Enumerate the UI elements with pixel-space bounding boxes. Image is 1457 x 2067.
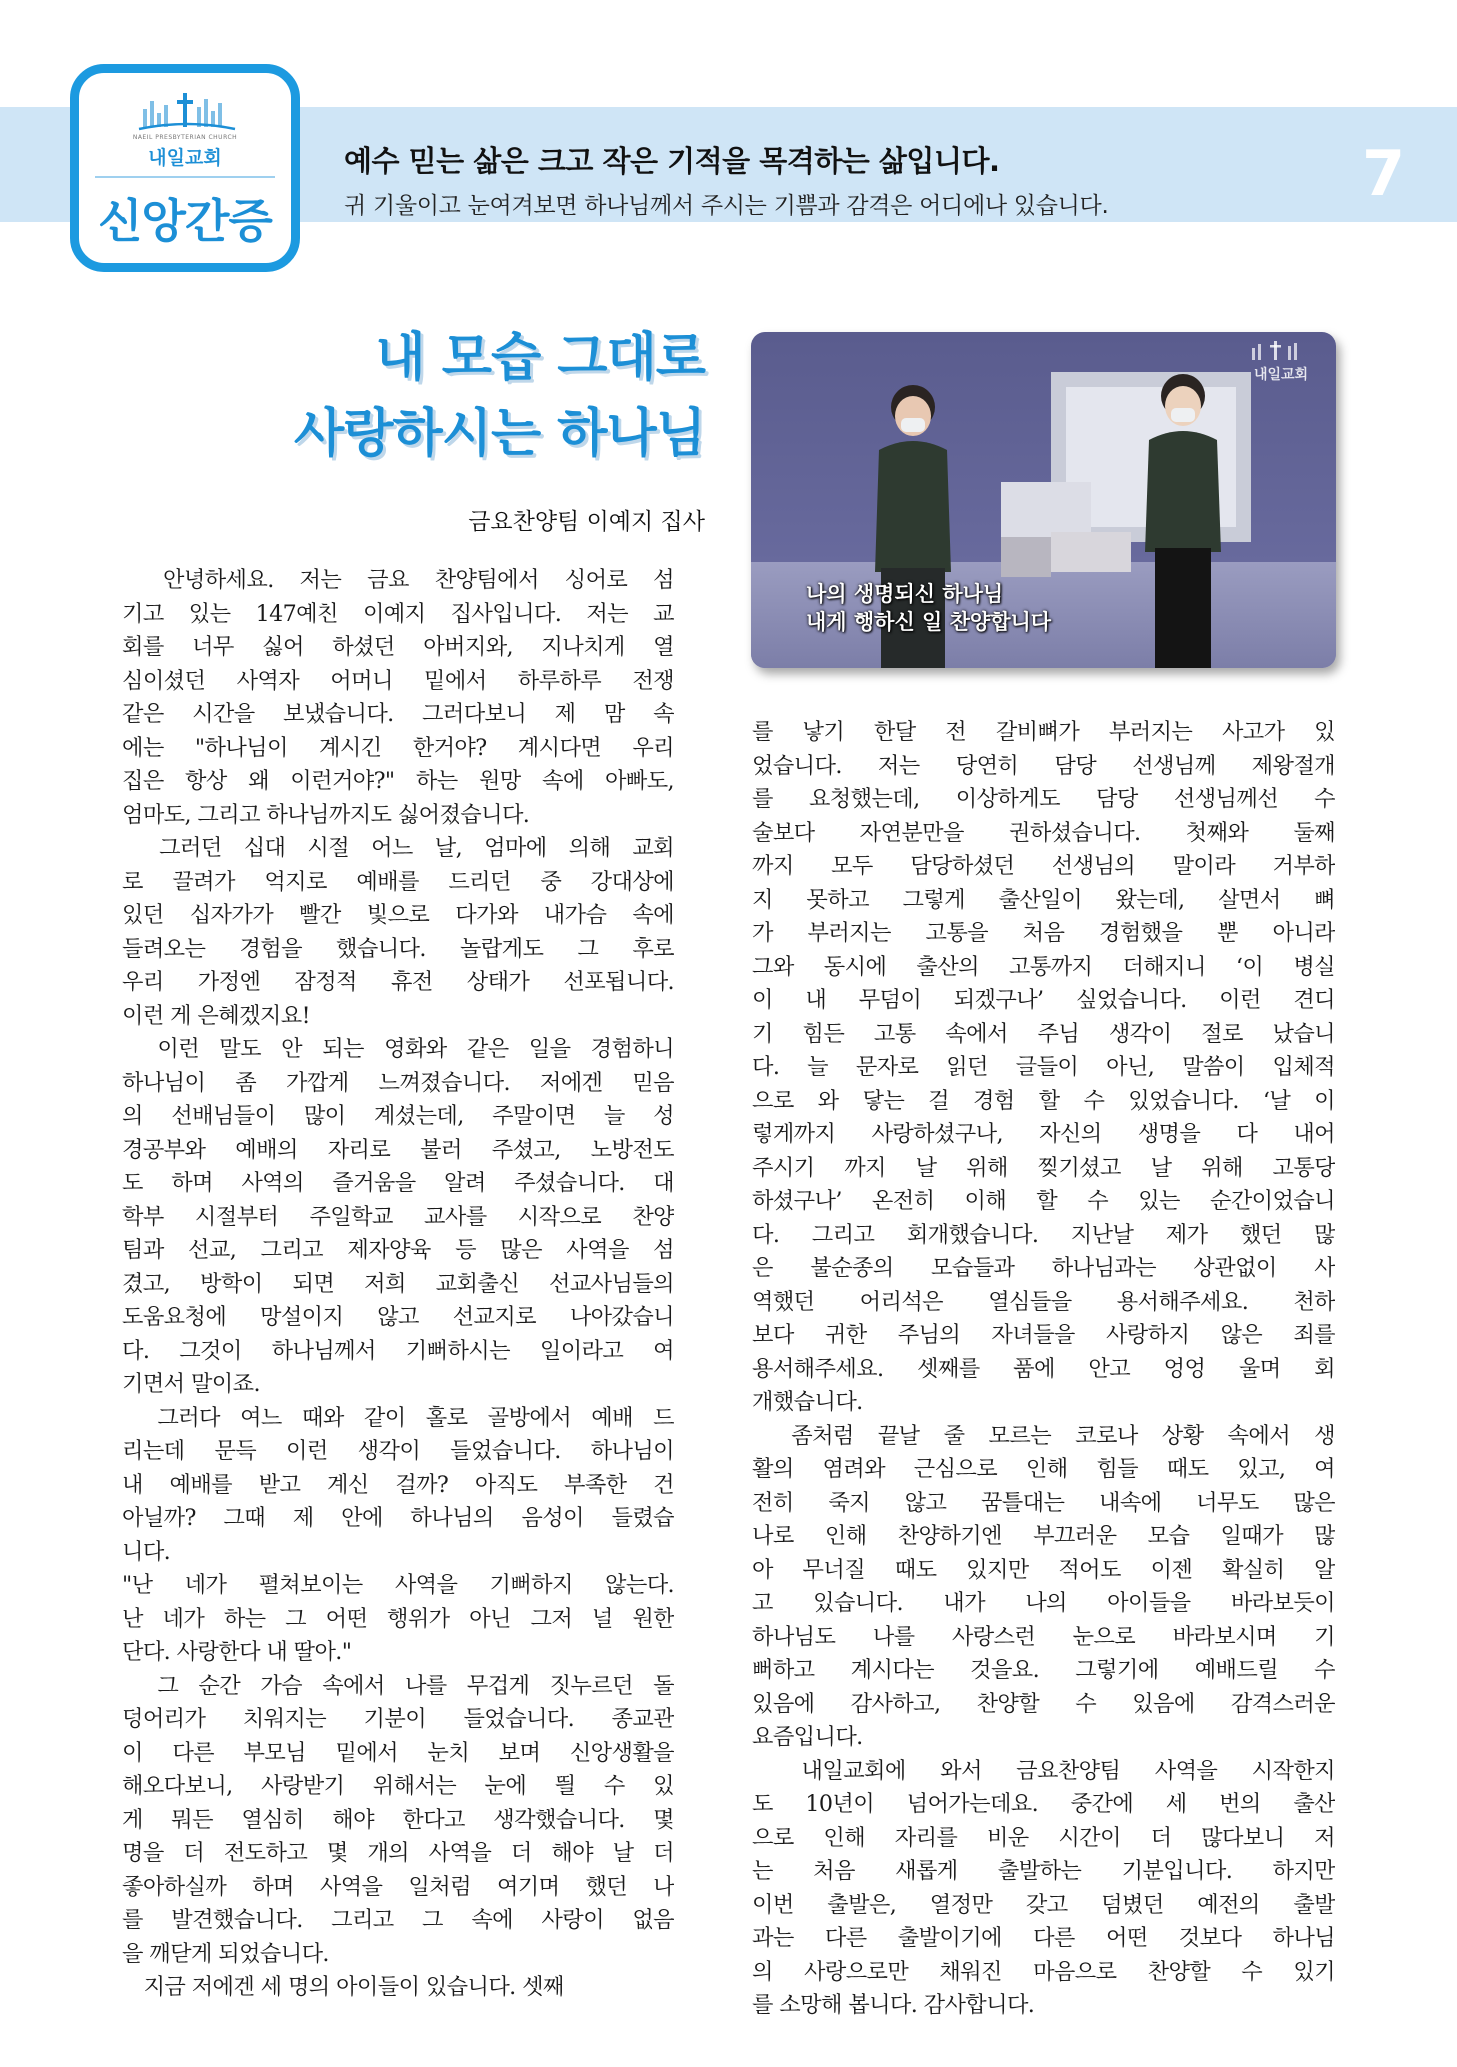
body-line: 나로 인해 찬양하기엔 부끄러운 모습 일때가 많 xyxy=(752,1523,1335,1549)
body-line: 를 발견했습니다. 그리고 그 속에 사랑이 없음 xyxy=(122,1907,674,1933)
body-column-left xyxy=(122,564,674,2005)
body-line: 역했던 어리석은 열심들을 용서해주세요. 천하 xyxy=(752,1288,1335,1315)
body-line: 다. 그것이 하나님께서 기뻐하시는 일이라고 여 xyxy=(122,1337,674,1364)
body-line: 용서해주세요. 셋째를 품에 안고 엉엉 울며 회 xyxy=(752,1355,1335,1382)
logo-divider xyxy=(95,176,275,178)
body-line: 게 뭐든 열심히 해야 한다고 생각했습니다. 몇 xyxy=(122,1806,674,1833)
body-line: 하셨구나’ 온전히 이해 할 수 있는 순간이었습니 xyxy=(752,1188,1335,1214)
page-number: 7 xyxy=(1362,137,1406,210)
body-line: 의 사랑으로만 채워진 마음으로 찬양할 수 있기 xyxy=(752,1958,1335,1985)
body-line: 내 예배를 받고 계신 걸까? 아직도 부족한 건 xyxy=(122,1471,674,1498)
body-line: 이번 출발은, 열정만 갖고 덤볐던 예전의 출발 xyxy=(752,1891,1335,1918)
body-line: "난 네가 펼쳐보이는 사역을 기뻐하지 않는다. xyxy=(122,1572,674,1598)
article-headline xyxy=(294,320,705,472)
body-line: 그와 동시에 출산의 고통까지 더해지니 ‘이 병실 xyxy=(752,953,1335,980)
body-line: 같은 시간을 보냈습니다. 그러다보니 제 맘 속 xyxy=(122,701,674,727)
body-line: 도 10년이 넘어가는데요. 중간에 세 번의 출산 xyxy=(752,1791,1335,1817)
worship-photo xyxy=(751,332,1336,668)
body-line: 우리 가정엔 잠정적 휴전 상태가 선포됩니다. xyxy=(122,969,674,995)
body-line: 좋아하실까 하며 사역을 일처럼 여기며 했던 나 xyxy=(122,1873,674,1900)
body-line: 뻐하고 계시다는 것을요. 그렇기에 예배드릴 수 xyxy=(752,1657,1335,1683)
body-line: 그 순간 가슴 속에서 나를 무겁게 짓누르던 돌 xyxy=(122,1672,674,1699)
body-line: 으로 와 닿는 걸 경험 할 수 있었습니다. ‘날 이 xyxy=(752,1087,1335,1114)
body-line: 그러다 여느 때와 같이 홀로 골방에서 예배 드 xyxy=(122,1404,674,1431)
body-line: 지 못하고 그렇게 출산일이 왔는데, 살면서 뼈 xyxy=(752,886,1335,913)
church-english-name: NAEIL PRESBYTERIAN CHURCH xyxy=(132,134,238,141)
body-line: 하나님도 나를 사랑스런 눈으로 바라보시며 기 xyxy=(752,1623,1335,1650)
photo-logo-icon xyxy=(1246,340,1316,364)
body-line: 까지 모두 담당하셨던 선생님의 말이라 거부하 xyxy=(752,853,1335,879)
caption-line-1: 나의 생명되신 하나님 xyxy=(806,582,1004,606)
body-line: 회를 너무 싫어 하셨던 아버지와, 지나치게 열 xyxy=(122,634,674,660)
body-line: 안녕하세요. 저는 금요 찬양팀에서 싱어로 섬 xyxy=(122,567,674,593)
body-line: 팀과 선교, 그리고 제자양육 등 많은 사역을 섬 xyxy=(122,1237,674,1263)
body-line: 있던 십자가가 빨간 빛으로 다가와 내가슴 속에 xyxy=(122,902,674,928)
body-line: 은 불순종의 모습들과 하나님과는 상관없이 사 xyxy=(752,1255,1335,1281)
body-line: 를 요청했는데, 이상하게도 담당 선생님께선 수 xyxy=(752,786,1335,812)
body-line: 겼고, 방학이 되면 저희 교회출신 선교사님들의 xyxy=(122,1270,674,1297)
header-subline: 귀 기울이고 눈여겨보면 하나님께서 주시는 기쁨과 감격은 어디에나 있습니다. xyxy=(344,193,1109,219)
body-line: 내일교회에 와서 금요찬양팀 사역을 시작한지 xyxy=(752,1757,1335,1784)
body-line: 엄마도, 그리고 하나님까지도 싫어졌습니다. xyxy=(122,801,530,828)
body-line: 었습니다. 저는 당연히 담당 선생님께 제왕절개 xyxy=(752,752,1335,779)
section-title: 신앙간증 xyxy=(98,194,272,248)
caption-line-2: 내게 행하신 일 찬양합니다 xyxy=(806,610,1052,634)
body-line: 에는 "하나님이 계시긴 한거야? 계시다면 우리 xyxy=(122,734,674,761)
body-line: 이런 게 은혜겠지요! xyxy=(122,1002,310,1029)
body-line: 단다. 사랑한다 내 딸아." xyxy=(122,1639,352,1665)
body-line: 요즘입니다. xyxy=(752,1724,863,1750)
body-line: 술보다 자연분만을 권하셨습니다. 첫째와 둘째 xyxy=(752,819,1335,846)
body-line: 난 네가 하는 그 어떤 행위가 아닌 그저 널 원한 xyxy=(122,1605,674,1632)
body-line: 경공부와 예배의 자리로 불러 주셨고, 노방전도 xyxy=(122,1136,674,1163)
body-line: 으로 인해 자리를 비운 시간이 더 많다보니 저 xyxy=(752,1824,1335,1851)
body-line: 가 부러지는 고통을 처음 경험했을 뿐 아니라 xyxy=(752,920,1335,946)
body-line: 집은 항상 왜 이런거야?" 하는 원망 속에 아빠도, xyxy=(122,768,674,794)
body-line: 이 다른 부모님 밑에서 눈치 보며 신앙생활을 xyxy=(122,1739,674,1766)
church-skyline-cross-icon xyxy=(137,89,237,135)
photo-caption xyxy=(806,580,1051,636)
body-line: 있음에 감사하고, 찬양할 수 있음에 감격스러운 xyxy=(752,1690,1335,1717)
body-line: 도 하며 사역의 즐거움을 알려 주셨습니다. 대 xyxy=(122,1170,674,1196)
body-line: 과는 다른 출발이기에 다른 어떤 것보다 하나님 xyxy=(752,1925,1335,1951)
body-line: 기면서 말이죠. xyxy=(122,1371,260,1397)
body-line: 니다. xyxy=(122,1538,171,1565)
body-line: 전히 죽지 않고 꿈틀대는 내속에 너무도 많은 xyxy=(752,1489,1335,1516)
body-line: 좀처럼 끝날 줄 모르는 코로나 상황 속에서 생 xyxy=(752,1422,1335,1449)
body-line: 렇게까지 사랑하셨구나, 자신의 생명을 다 내어 xyxy=(752,1121,1335,1147)
body-line: 다. 그리고 회개했습니다. 지난날 제가 했던 많 xyxy=(752,1221,1335,1248)
body-line: 고 있습니다. 내가 나의 아이들을 바라보듯이 xyxy=(752,1590,1335,1616)
body-line: 학부 시절부터 주일학교 교사를 시작으로 찬양 xyxy=(122,1203,674,1230)
body-line: 도움요청에 망설이지 않고 선교지로 나아갔습니 xyxy=(122,1304,674,1330)
body-line: 이 내 무덤이 되겠구나’ 싶었습니다. 이런 견디 xyxy=(752,987,1335,1013)
body-line: 해오다보니, 사랑받기 위해서는 눈에 띌 수 있 xyxy=(122,1773,674,1799)
body-line: 명을 더 전도하고 몇 개의 사역을 더 해야 날 더 xyxy=(122,1840,674,1866)
body-line: 보다 귀한 주님의 자녀들을 사랑하지 않은 죄를 xyxy=(752,1322,1335,1348)
body-line: 개했습니다. xyxy=(752,1389,863,1415)
church-logo-badge xyxy=(70,64,300,272)
body-line: 들려오는 경험을 했습니다. 놀랍게도 그 후로 xyxy=(122,935,674,962)
body-line: 로 끌려가 억지로 예배를 드리던 중 강대상에 xyxy=(122,868,674,895)
body-line: 리는데 문득 이런 생각이 들었습니다. 하나님이 xyxy=(122,1438,674,1464)
body-line: 를 낳기 한달 전 갈비뼈가 부러지는 사고가 있 xyxy=(752,719,1335,745)
article-author: 금요찬양팀 이예지 집사 xyxy=(468,509,705,535)
body-line: 을 깨닫게 되었습니다. xyxy=(122,1940,329,1967)
body-line: 를 소망해 봅니다. 감사합니다. xyxy=(752,1992,1035,2018)
headline-line-2: 사랑하시는 하나님 xyxy=(294,404,705,464)
body-line: 아닐까? 그때 제 안에 하나님의 음성이 들렸습 xyxy=(122,1505,674,1531)
photo-watermark xyxy=(1246,340,1316,384)
body-line: 덩어리가 치워지는 기분이 들었습니다. 종교관 xyxy=(122,1706,674,1732)
body-line: 의 선배님들이 많이 계셨는데, 주말이면 늘 성 xyxy=(122,1103,674,1129)
body-line: 는 처음 새롭게 출발하는 기분입니다. 하지만 xyxy=(752,1858,1335,1884)
body-line: 지금 저에겐 세 명의 아이들이 있습니다. 셋째 xyxy=(122,1974,564,2000)
body-line: 기고 있는 147예친 이예지 집사입니다. 저는 교 xyxy=(122,600,674,627)
header-headline: 예수 믿는 삶은 크고 작은 기적을 목격하는 삶입니다. xyxy=(344,144,1000,178)
body-line: 기 힘든 고통 속에서 주님 생각이 절로 났습니 xyxy=(752,1020,1335,1047)
body-line: 심이셨던 사역자 어머니 밑에서 하루하루 전쟁 xyxy=(122,667,674,694)
body-line: 이런 말도 안 되는 영화와 같은 일을 경험하니 xyxy=(122,1036,674,1062)
body-column-right xyxy=(752,716,1335,2023)
body-line: 활의 염려와 근심으로 인해 힘들 때도 있고, 여 xyxy=(752,1456,1335,1482)
body-line: 다. 늘 문자로 읽던 글들이 아닌, 말씀이 입체적 xyxy=(752,1054,1335,1080)
body-line: 주시기 까지 날 위해 찢기셨고 날 위해 고통당 xyxy=(752,1154,1335,1181)
headline-line-1: 내 모습 그대로 xyxy=(375,328,705,388)
church-name: 내일교회 xyxy=(148,147,222,169)
body-line: 그러던 십대 시절 어느 날, 엄마에 의해 교회 xyxy=(122,835,674,861)
body-line: 하나님이 좀 가깝게 느껴졌습니다. 저에겐 믿음 xyxy=(122,1069,674,1096)
photo-watermark-text: 내일교회 xyxy=(1253,367,1309,383)
body-line: 아 무너질 때도 있지만 적어도 이젠 확실히 알 xyxy=(752,1556,1335,1583)
